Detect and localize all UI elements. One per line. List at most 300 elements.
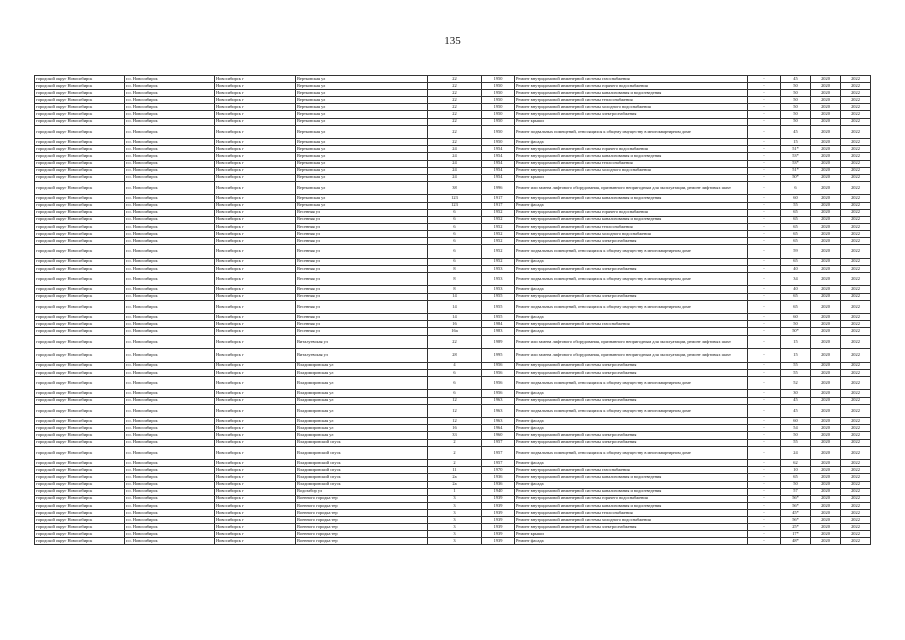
cell-work-type: Ремонт фасада bbox=[515, 258, 748, 265]
cell-year-to: 2022 bbox=[841, 446, 871, 460]
cell-year-from: 2020 bbox=[811, 418, 841, 425]
cell-municipality: городской округ Новосибирск bbox=[35, 174, 125, 181]
cell-year-to: 2022 bbox=[841, 195, 871, 202]
cell-street: Владимировский спуск bbox=[296, 474, 428, 481]
cell-municipality: городской округ Новосибирск bbox=[35, 90, 125, 97]
cell-municipality: городской округ Новосибирск bbox=[35, 404, 125, 418]
cell-build-year: 1954 bbox=[482, 146, 515, 153]
cell-house-number: 24 bbox=[428, 153, 482, 160]
cell-year-to: 2022 bbox=[841, 349, 871, 363]
cell-year-from: 2020 bbox=[811, 223, 841, 230]
cell-cost: 15 bbox=[781, 139, 811, 146]
cell-municipality: городской округ Новосибирск bbox=[35, 209, 125, 216]
cell-build-year: 1956 bbox=[482, 362, 515, 369]
cell-year-from: 2020 bbox=[811, 376, 841, 390]
cell-year-from: 2020 bbox=[811, 349, 841, 363]
cell-cost: 50 bbox=[781, 118, 811, 125]
cell-city: Новосибирск г bbox=[215, 258, 296, 265]
cell-street: Вертковская ул bbox=[296, 153, 428, 160]
cell-build-year: 1917 bbox=[482, 195, 515, 202]
table-row bbox=[35, 502, 871, 509]
cell-work-type: Ремонт фасада bbox=[515, 314, 748, 321]
cell-build-year: 1952 bbox=[482, 245, 515, 259]
cell-year-to: 2022 bbox=[841, 209, 871, 216]
cell-dash: - bbox=[748, 181, 781, 195]
cell-municipality: городской округ Новосибирск bbox=[35, 104, 125, 111]
cell-year-from: 2020 bbox=[811, 404, 841, 418]
table-row bbox=[35, 418, 871, 425]
cell-dash: - bbox=[748, 502, 781, 509]
cell-cost: 24 bbox=[781, 446, 811, 460]
cell-dash: - bbox=[748, 538, 781, 545]
cell-municipality: городской округ Новосибирск bbox=[35, 76, 125, 83]
cell-work-type: Ремонт внутридомовой инженерной системы электроснабжения bbox=[515, 439, 748, 446]
cell-cost: 50 bbox=[781, 481, 811, 488]
cell-street: Весенняя ул bbox=[296, 286, 428, 293]
cell-work-type: Ремонт фасада bbox=[515, 425, 748, 432]
cell-house-number: 28 bbox=[428, 349, 482, 363]
cell-street: Военного городка тер bbox=[296, 524, 428, 531]
table-row bbox=[35, 202, 871, 209]
cell-street: Вертковская ул bbox=[296, 146, 428, 153]
table-row bbox=[35, 104, 871, 111]
cell-municipality: городской округ Новосибирск bbox=[35, 502, 125, 509]
cell-city: Новосибирск г bbox=[215, 314, 296, 321]
cell-year-from: 2020 bbox=[811, 495, 841, 502]
cell-city: Новосибирск г bbox=[215, 146, 296, 153]
cell-street: Весенняя ул bbox=[296, 245, 428, 259]
cell-build-year: 1952 bbox=[482, 216, 515, 223]
cell-municipality: городской округ Новосибирск bbox=[35, 524, 125, 531]
cell-cost: 65 bbox=[781, 216, 811, 223]
cell-city: Новосибирск г bbox=[215, 335, 296, 349]
cell-build-year: 1963 bbox=[482, 404, 515, 418]
cell-work-type: Ремонт фасада bbox=[515, 286, 748, 293]
cell-year-from: 2020 bbox=[811, 111, 841, 118]
table-row bbox=[35, 146, 871, 153]
cell-build-year: 1950 bbox=[482, 118, 515, 125]
cell-year-to: 2022 bbox=[841, 139, 871, 146]
cell-year-to: 2022 bbox=[841, 524, 871, 531]
cell-city: Новосибирск г bbox=[215, 181, 296, 195]
cell-street: Вертковская ул bbox=[296, 160, 428, 167]
cell-work-type: Ремонт крыши bbox=[515, 174, 748, 181]
table-row bbox=[35, 467, 871, 474]
cell-house-number: 24 bbox=[428, 160, 482, 167]
cell-street: Владимировский спуск bbox=[296, 460, 428, 467]
cell-work-type: Ремонт внутридомовой инженерной системы газоснабжения bbox=[515, 467, 748, 474]
cell-cost: 50 bbox=[781, 90, 811, 97]
table-row bbox=[35, 362, 871, 369]
cell-build-year: 1950 bbox=[482, 111, 515, 118]
cell-house-number: 22 bbox=[428, 139, 482, 146]
cell-city: Новосибирск г bbox=[215, 502, 296, 509]
cell-street: Владимировская ул bbox=[296, 369, 428, 376]
cell-work-type: Ремонт внутридомовой инженерной системы горячего водоснабжения bbox=[515, 495, 748, 502]
cell-city: Новосибирск г bbox=[215, 237, 296, 244]
cell-municipality: городской округ Новосибирск bbox=[35, 481, 125, 488]
table-row bbox=[35, 286, 871, 293]
cell-cost: 40 bbox=[781, 286, 811, 293]
cell-cost: 62 bbox=[781, 460, 811, 467]
cell-cost: 17* bbox=[781, 531, 811, 538]
cell-dash: - bbox=[748, 328, 781, 335]
cell-dash: - bbox=[748, 118, 781, 125]
cell-house-number: 6 bbox=[428, 245, 482, 259]
cell-municipality: городской округ Новосибирск bbox=[35, 495, 125, 502]
cell-year-from: 2020 bbox=[811, 146, 841, 153]
table-row bbox=[35, 125, 871, 139]
cell-municipality: городской округ Новосибирск bbox=[35, 293, 125, 300]
cell-work-type: Ремонт внутридомовой инженерной системы канализования и водоотведения bbox=[515, 488, 748, 495]
cell-work-type: Ремонт или замена лифтового оборудования, признанного непригодным для эксплуатации, ремонт лифтовых шахт bbox=[515, 349, 748, 363]
cell-dash: - bbox=[748, 397, 781, 404]
cell-cost: 45 bbox=[781, 404, 811, 418]
cell-dash: - bbox=[748, 349, 781, 363]
cell-house-number: 2а bbox=[428, 474, 482, 481]
cell-year-from: 2020 bbox=[811, 160, 841, 167]
cell-work-type: Ремонт внутридомовой инженерной системы теплоснабжения bbox=[515, 223, 748, 230]
cell-district: г.о. Новосибирск bbox=[125, 488, 215, 495]
table-row bbox=[35, 167, 871, 174]
cell-work-type: Ремонт крыши bbox=[515, 118, 748, 125]
cell-street: Владимировский спуск bbox=[296, 467, 428, 474]
cell-district: г.о. Новосибирск bbox=[125, 202, 215, 209]
cell-year-to: 2022 bbox=[841, 300, 871, 314]
cell-dash: - bbox=[748, 390, 781, 397]
cell-cost: 40 bbox=[781, 265, 811, 272]
cell-house-number: 22 bbox=[428, 97, 482, 104]
cell-city: Новосибирск г bbox=[215, 446, 296, 460]
table-row bbox=[35, 160, 871, 167]
cell-street: Весенняя ул bbox=[296, 300, 428, 314]
cell-work-type: Ремонт внутридомовой инженерной системы электроснабжения bbox=[515, 293, 748, 300]
cell-house-number: 3 bbox=[428, 531, 482, 538]
cell-street: Владимировский спуск bbox=[296, 446, 428, 460]
cell-work-type: Ремонт фасада bbox=[515, 481, 748, 488]
cell-house-number: 1 bbox=[428, 488, 482, 495]
cell-municipality: городской округ Новосибирск bbox=[35, 153, 125, 160]
cell-city: Новосибирск г bbox=[215, 216, 296, 223]
cell-work-type: Ремонт внутридомовой инженерной системы горячего водоснабжения bbox=[515, 209, 748, 216]
table-row bbox=[35, 474, 871, 481]
cell-build-year: 1950 bbox=[482, 125, 515, 139]
cell-city: Новосибирск г bbox=[215, 516, 296, 523]
cell-dash: - bbox=[748, 146, 781, 153]
cell-street: Военного городка тер bbox=[296, 495, 428, 502]
table-row bbox=[35, 432, 871, 439]
cell-street: Весенняя ул bbox=[296, 265, 428, 272]
cell-district: г.о. Новосибирск bbox=[125, 83, 215, 90]
cell-year-from: 2020 bbox=[811, 293, 841, 300]
cell-dash: - bbox=[748, 418, 781, 425]
cell-work-type: Ремонт внутридомовой инженерной системы газоснабжения bbox=[515, 76, 748, 83]
cell-build-year: 1957 bbox=[482, 460, 515, 467]
cell-municipality: городской округ Новосибирск bbox=[35, 397, 125, 404]
cell-cost: 55 bbox=[781, 202, 811, 209]
cell-build-year: 1950 bbox=[482, 90, 515, 97]
cell-street: Весенняя ул bbox=[296, 258, 428, 265]
cell-year-from: 2020 bbox=[811, 397, 841, 404]
cell-cost: 56* bbox=[781, 516, 811, 523]
cell-city: Новосибирск г bbox=[215, 118, 296, 125]
table-row bbox=[35, 425, 871, 432]
cell-cost: 55 bbox=[781, 369, 811, 376]
cell-municipality: городской округ Новосибирск bbox=[35, 362, 125, 369]
cell-year-to: 2022 bbox=[841, 314, 871, 321]
cell-dash: - bbox=[748, 104, 781, 111]
cell-district: г.о. Новосибирск bbox=[125, 418, 215, 425]
cell-street: Весенняя ул bbox=[296, 328, 428, 335]
table-row bbox=[35, 314, 871, 321]
cell-district: г.о. Новосибирск bbox=[125, 111, 215, 118]
cell-year-from: 2020 bbox=[811, 328, 841, 335]
cell-city: Новосибирск г bbox=[215, 90, 296, 97]
cell-build-year: 1956 bbox=[482, 369, 515, 376]
cell-year-from: 2020 bbox=[811, 286, 841, 293]
cell-house-number: 2 bbox=[428, 460, 482, 467]
cell-work-type: Ремонт внутридомовой инженерной системы канализования и водоотведения bbox=[515, 90, 748, 97]
cell-year-to: 2022 bbox=[841, 538, 871, 545]
cell-build-year: 1952 bbox=[482, 237, 515, 244]
cell-year-to: 2022 bbox=[841, 321, 871, 328]
cell-build-year: 1960 bbox=[482, 432, 515, 439]
cell-cost: 56* bbox=[781, 495, 811, 502]
cell-year-to: 2022 bbox=[841, 460, 871, 467]
cell-district: г.о. Новосибирск bbox=[125, 335, 215, 349]
cell-district: г.о. Новосибирск bbox=[125, 125, 215, 139]
cell-house-number: 16 bbox=[428, 425, 482, 432]
cell-year-from: 2020 bbox=[811, 390, 841, 397]
cell-district: г.о. Новосибирск bbox=[125, 397, 215, 404]
cell-cost: 65 bbox=[781, 230, 811, 237]
cell-cost: 53* bbox=[781, 153, 811, 160]
cell-district: г.о. Новосибирск bbox=[125, 160, 215, 167]
cell-city: Новосибирск г bbox=[215, 369, 296, 376]
cell-build-year: 1936 bbox=[482, 474, 515, 481]
cell-municipality: городской округ Новосибирск bbox=[35, 349, 125, 363]
table-row bbox=[35, 245, 871, 259]
cell-house-number: 22 bbox=[428, 90, 482, 97]
cell-work-type: Ремонт внутридомовой инженерной системы канализования и водоотведения bbox=[515, 502, 748, 509]
cell-dash: - bbox=[748, 83, 781, 90]
cell-work-type: Ремонт подвальных помещений, относящихся к общему имуществу в многоквартирном доме bbox=[515, 376, 748, 390]
cell-district: г.о. Новосибирск bbox=[125, 425, 215, 432]
cell-year-to: 2022 bbox=[841, 328, 871, 335]
cell-municipality: городской округ Новосибирск bbox=[35, 446, 125, 460]
cell-municipality: городской округ Новосибирск bbox=[35, 390, 125, 397]
cell-house-number: 22 bbox=[428, 335, 482, 349]
cell-year-from: 2020 bbox=[811, 300, 841, 314]
cell-house-number: 2 bbox=[428, 439, 482, 446]
cell-city: Новосибирск г bbox=[215, 328, 296, 335]
cell-work-type: Ремонт внутридомовой инженерной системы холодного водоснабжения bbox=[515, 167, 748, 174]
cell-municipality: городской округ Новосибирск bbox=[35, 439, 125, 446]
cell-street: Военного городка тер bbox=[296, 516, 428, 523]
cell-house-number: 33 bbox=[428, 432, 482, 439]
cell-year-to: 2022 bbox=[841, 237, 871, 244]
cell-cost: 51* bbox=[781, 167, 811, 174]
cell-street: Военного городка тер bbox=[296, 502, 428, 509]
cell-year-to: 2022 bbox=[841, 265, 871, 272]
cell-year-to: 2022 bbox=[841, 258, 871, 265]
cell-cost: 50 bbox=[781, 321, 811, 328]
cell-municipality: городской округ Новосибирск bbox=[35, 531, 125, 538]
cell-cost: 45 bbox=[781, 76, 811, 83]
cell-municipality: городской округ Новосибирск bbox=[35, 139, 125, 146]
cell-build-year: 1954 bbox=[482, 167, 515, 174]
cell-municipality: городской округ Новосибирск bbox=[35, 237, 125, 244]
cell-year-from: 2020 bbox=[811, 509, 841, 516]
cell-municipality: городской округ Новосибирск bbox=[35, 376, 125, 390]
cell-year-to: 2022 bbox=[841, 125, 871, 139]
cell-house-number: 24 bbox=[428, 167, 482, 174]
cell-year-from: 2020 bbox=[811, 460, 841, 467]
cell-dash: - bbox=[748, 174, 781, 181]
cell-year-to: 2022 bbox=[841, 118, 871, 125]
cell-year-to: 2022 bbox=[841, 516, 871, 523]
cell-year-to: 2022 bbox=[841, 153, 871, 160]
cell-year-to: 2022 bbox=[841, 83, 871, 90]
cell-house-number: 12 bbox=[428, 404, 482, 418]
table-row bbox=[35, 111, 871, 118]
table-row bbox=[35, 216, 871, 223]
cell-work-type: Ремонт внутридомовой инженерной системы холодного водоснабжения bbox=[515, 230, 748, 237]
cell-year-from: 2020 bbox=[811, 230, 841, 237]
cell-year-to: 2022 bbox=[841, 111, 871, 118]
cell-work-type: Ремонт или замена лифтового оборудования, признанного непригодным для эксплуатации, ремонт лифтовых шахт bbox=[515, 335, 748, 349]
cell-year-from: 2020 bbox=[811, 181, 841, 195]
cell-house-number: 6 bbox=[428, 390, 482, 397]
cell-district: г.о. Новосибирск bbox=[125, 538, 215, 545]
cell-district: г.о. Новосибирск bbox=[125, 181, 215, 195]
cell-cost: 45 bbox=[781, 397, 811, 404]
cell-build-year: 1955 bbox=[482, 314, 515, 321]
cell-year-to: 2022 bbox=[841, 272, 871, 286]
cell-city: Новосибирск г bbox=[215, 509, 296, 516]
cell-city: Новосибирск г bbox=[215, 538, 296, 545]
cell-cost: 10 bbox=[781, 467, 811, 474]
cell-street: Владимировская ул bbox=[296, 362, 428, 369]
cell-city: Новосибирск г bbox=[215, 167, 296, 174]
cell-house-number: 8 bbox=[428, 272, 482, 286]
cell-cost: 65 bbox=[781, 223, 811, 230]
cell-build-year: 1970 bbox=[482, 467, 515, 474]
cell-work-type: Ремонт внутридомовой инженерной системы канализования и водоотведения bbox=[515, 216, 748, 223]
table-row bbox=[35, 376, 871, 390]
cell-dash: - bbox=[748, 460, 781, 467]
cell-street: Владимировская ул bbox=[296, 376, 428, 390]
cell-year-to: 2022 bbox=[841, 439, 871, 446]
cell-street: Владимировский спуск bbox=[296, 481, 428, 488]
cell-year-from: 2020 bbox=[811, 104, 841, 111]
cell-municipality: городской округ Новосибирск bbox=[35, 160, 125, 167]
cell-year-from: 2020 bbox=[811, 125, 841, 139]
cell-house-number: 22 bbox=[428, 118, 482, 125]
cell-year-to: 2022 bbox=[841, 104, 871, 111]
cell-year-from: 2020 bbox=[811, 174, 841, 181]
cell-city: Новосибирск г bbox=[215, 223, 296, 230]
cell-house-number: 3 bbox=[428, 509, 482, 516]
cell-cost: 45 bbox=[781, 125, 811, 139]
cell-dash: - bbox=[748, 272, 781, 286]
cell-build-year: 1952 bbox=[482, 258, 515, 265]
cell-city: Новосибирск г bbox=[215, 495, 296, 502]
cell-cost: 65 bbox=[781, 293, 811, 300]
cell-street: Весенняя ул bbox=[296, 223, 428, 230]
cell-year-from: 2020 bbox=[811, 538, 841, 545]
cell-year-to: 2022 bbox=[841, 245, 871, 259]
cell-city: Новосибирск г bbox=[215, 397, 296, 404]
cell-dash: - bbox=[748, 286, 781, 293]
cell-municipality: городской округ Новосибирск bbox=[35, 265, 125, 272]
cell-city: Новосибирск г bbox=[215, 474, 296, 481]
cell-house-number: 8 bbox=[428, 286, 482, 293]
cell-dash: - bbox=[748, 425, 781, 432]
cell-house-number: 22 bbox=[428, 104, 482, 111]
cell-dash: - bbox=[748, 160, 781, 167]
cell-city: Новосибирск г bbox=[215, 265, 296, 272]
cell-build-year: 1954 bbox=[482, 153, 515, 160]
cell-district: г.о. Новосибирск bbox=[125, 216, 215, 223]
cell-cost: 6 bbox=[781, 181, 811, 195]
cell-build-year: 1939 bbox=[482, 524, 515, 531]
cell-house-number: 16 bbox=[428, 321, 482, 328]
cell-year-to: 2022 bbox=[841, 223, 871, 230]
cell-dash: - bbox=[748, 439, 781, 446]
cell-work-type: Ремонт подвальных помещений, относящихся к общему имуществу в многоквартирном доме bbox=[515, 404, 748, 418]
cell-build-year: 1955 bbox=[482, 293, 515, 300]
cell-house-number: 6 bbox=[428, 369, 482, 376]
cell-year-to: 2022 bbox=[841, 181, 871, 195]
cell-cost: 65 bbox=[781, 300, 811, 314]
table-row bbox=[35, 349, 871, 363]
cell-street: Вертковская ул bbox=[296, 118, 428, 125]
cell-district: г.о. Новосибирск bbox=[125, 230, 215, 237]
cell-city: Новосибирск г bbox=[215, 418, 296, 425]
cell-cost: 50 bbox=[781, 111, 811, 118]
cell-work-type: Ремонт фасада bbox=[515, 139, 748, 146]
cell-cost: 52 bbox=[781, 376, 811, 390]
cell-city: Новосибирск г bbox=[215, 286, 296, 293]
cell-dash: - bbox=[748, 404, 781, 418]
cell-city: Новосибирск г bbox=[215, 83, 296, 90]
cell-year-from: 2020 bbox=[811, 167, 841, 174]
cell-year-from: 2020 bbox=[811, 439, 841, 446]
table-row bbox=[35, 460, 871, 467]
cell-year-from: 2020 bbox=[811, 474, 841, 481]
cell-cost: 25* bbox=[781, 524, 811, 531]
cell-year-to: 2022 bbox=[841, 216, 871, 223]
cell-municipality: городской округ Новосибирск bbox=[35, 216, 125, 223]
cell-year-to: 2022 bbox=[841, 160, 871, 167]
cell-year-from: 2020 bbox=[811, 425, 841, 432]
cell-street: Вертковская ул bbox=[296, 195, 428, 202]
cell-cost: 60 bbox=[781, 314, 811, 321]
cell-house-number: 8 bbox=[428, 265, 482, 272]
cell-build-year: 1950 bbox=[482, 104, 515, 111]
cell-house-number: 14 bbox=[428, 293, 482, 300]
cell-year-from: 2020 bbox=[811, 516, 841, 523]
cell-district: г.о. Новосибирск bbox=[125, 286, 215, 293]
cell-municipality: городской округ Новосибирск bbox=[35, 118, 125, 125]
cell-dash: - bbox=[748, 258, 781, 265]
cell-dash: - bbox=[748, 495, 781, 502]
table-row bbox=[35, 404, 871, 418]
cell-year-to: 2022 bbox=[841, 376, 871, 390]
cell-district: г.о. Новосибирск bbox=[125, 104, 215, 111]
cell-street: Вертковская ул bbox=[296, 83, 428, 90]
